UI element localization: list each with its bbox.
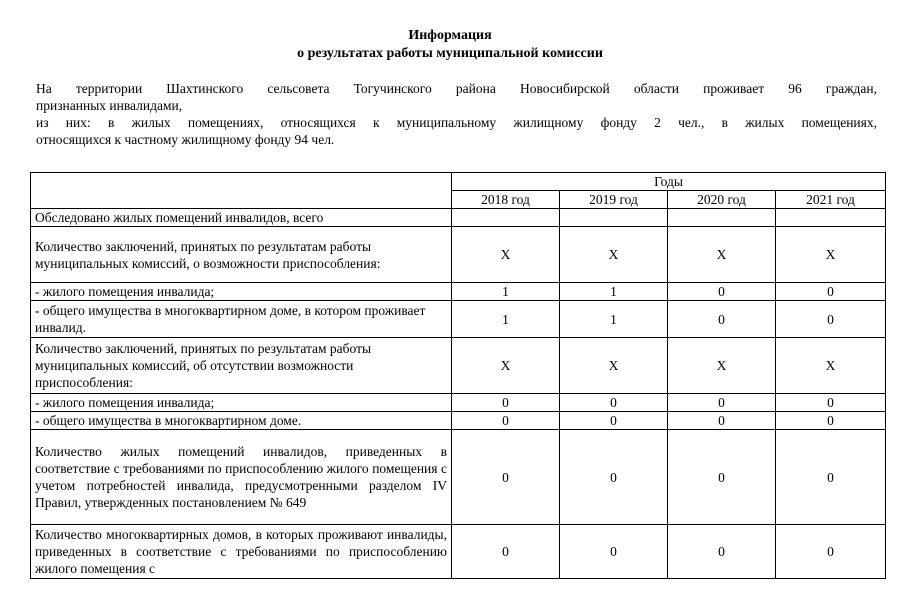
row-value: 0 <box>668 525 776 579</box>
table-row <box>31 227 886 283</box>
row-value: Х <box>776 227 886 283</box>
intro-line: На территории Шахтинского сельсовета Тогучинского района Новосибирской области проживает 96 граждан, <box>36 81 877 96</box>
row-value: 0 <box>452 525 560 579</box>
intro-text <box>36 80 877 148</box>
row-label: Количество заключений, принятых по результатам работы муниципальных комиссий, об отсутствии возможности приспособления: <box>31 338 452 394</box>
table-row <box>31 301 886 338</box>
row-value: 0 <box>452 412 560 430</box>
results-table <box>30 172 886 579</box>
table-header-row <box>31 173 886 191</box>
row-label: - общего имущества в многоквартирном доме, в котором проживает инвалид. <box>31 301 452 338</box>
header-years-group: Годы <box>452 173 886 191</box>
row-value: 1 <box>452 301 560 338</box>
row-value: 0 <box>560 430 668 525</box>
row-value: 0 <box>668 283 776 301</box>
row-value: Х <box>452 338 560 394</box>
row-value: 0 <box>452 430 560 525</box>
intro-line: из них: в жилых помещениях, относящихся к муниципальному жилищному фонду 2 чел., в жилых помещениях, <box>36 115 877 130</box>
row-label: - жилого помещения инвалида; <box>31 394 452 412</box>
header-year: 2020 год <box>668 191 776 209</box>
row-value: 0 <box>560 525 668 579</box>
row-value: 0 <box>776 525 886 579</box>
intro-line: признанных инвалидами, <box>36 98 183 113</box>
row-value: Х <box>560 227 668 283</box>
row-value: Х <box>668 227 776 283</box>
row-value <box>560 209 668 227</box>
row-value: Х <box>452 227 560 283</box>
row-value: 0 <box>668 301 776 338</box>
row-value: 0 <box>776 430 886 525</box>
document-subtitle: о результатах работы муниципальной комиссии <box>297 46 603 61</box>
header-year: 2021 год <box>776 191 886 209</box>
row-label: Количество заключений, принятых по результатам работы муниципальных комиссий, о возможности приспособления: <box>31 227 452 283</box>
table-row <box>31 412 886 430</box>
row-value <box>452 209 560 227</box>
row-value: 0 <box>452 394 560 412</box>
row-value <box>668 209 776 227</box>
header-year: 2018 год <box>452 191 560 209</box>
header-empty-cell <box>31 173 452 209</box>
table-row <box>31 283 886 301</box>
document-title: Информация <box>408 28 492 43</box>
row-value: Х <box>668 338 776 394</box>
row-value: 0 <box>776 283 886 301</box>
table-row <box>31 209 886 227</box>
row-value: 0 <box>776 412 886 430</box>
row-value: 0 <box>776 301 886 338</box>
table-row <box>31 394 886 412</box>
row-label: - жилого помещения инвалида; <box>31 283 452 301</box>
row-value: Х <box>560 338 668 394</box>
row-label: - общего имущества в многоквартирном доме. <box>31 412 452 430</box>
header-year: 2019 год <box>560 191 668 209</box>
row-label: Количество жилых помещений инвалидов, приведенных в соответствие с требованиями по приспособлению жилого помещения с учетом потребностей инвалида, предусмотренными разделом IV Правил, утвержденных постановлением № 649 <box>31 430 452 525</box>
row-value: 0 <box>560 412 668 430</box>
row-value: 0 <box>560 394 668 412</box>
intro-line: относящихся к частному жилищному фонду 94 чел. <box>36 132 335 147</box>
table-row <box>31 525 886 579</box>
table-row <box>31 430 886 525</box>
table-row <box>31 338 886 394</box>
row-value: 1 <box>452 283 560 301</box>
row-value: 0 <box>776 394 886 412</box>
row-value: 1 <box>560 301 668 338</box>
row-value: 0 <box>668 430 776 525</box>
row-value: 0 <box>668 394 776 412</box>
row-value <box>776 209 886 227</box>
row-value: 1 <box>560 283 668 301</box>
row-label: Количество многоквартирных домов, в которых проживают инвалиды, приведенных в соответствие с требованиями по приспособлению жилого помещения с <box>31 525 452 579</box>
row-label: Обследовано жилых помещений инвалидов, всего <box>31 209 452 227</box>
row-value: 0 <box>668 412 776 430</box>
row-value: Х <box>776 338 886 394</box>
